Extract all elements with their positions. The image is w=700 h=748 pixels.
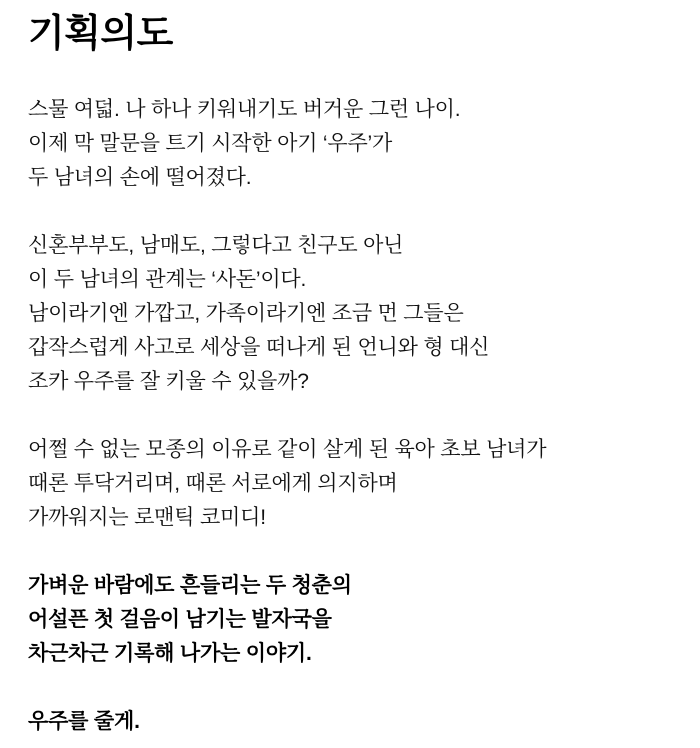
paragraph <box>28 433 672 535</box>
text-line: 가벼운 바람에도 흔들리는 두 청춘의 <box>28 574 352 597</box>
page-title: 기획의도 <box>28 13 173 55</box>
paragraph-emphasis <box>28 705 672 739</box>
text-line: 이 두 남녀의 관계는 ‘사돈’이다. <box>28 268 307 291</box>
text-line: 두 남녀의 손에 떨어졌다. <box>28 166 252 189</box>
paragraph-emphasis <box>28 569 672 671</box>
text-line: 이제 막 말문을 트기 시작한 아기 ‘우주’가 <box>28 132 393 155</box>
text-line: 차근차근 기록해 나가는 이야기. <box>28 642 312 665</box>
text-line: 가까워지는 로맨틱 코미디! <box>28 506 266 529</box>
text-line: 어설픈 첫 걸음이 남기는 발자국을 <box>28 608 332 631</box>
paragraph <box>28 229 672 399</box>
text-line: 어쩔 수 없는 모종의 이유로 같이 살게 된 육아 초보 남녀가 <box>28 438 547 461</box>
paragraph <box>28 93 672 195</box>
text-line: 갑작스럽게 사고로 세상을 떠나게 된 언니와 형 대신 <box>28 336 490 359</box>
text-line: 신혼부부도, 남매도, 그렇다고 친구도 아닌 <box>28 234 404 257</box>
text-line: 남이라기엔 가깝고, 가족이라기엔 조금 먼 그들은 <box>28 302 464 325</box>
text-line: 때론 투닥거리며, 때론 서로에게 의지하며 <box>28 472 398 495</box>
text-line: 스물 여덟. 나 하나 키워내기도 버거운 그런 나이. <box>28 98 461 121</box>
text-line: 조카 우주를 잘 키울 수 있을까? <box>28 370 309 393</box>
text-line: 우주를 줄게. <box>28 710 140 733</box>
